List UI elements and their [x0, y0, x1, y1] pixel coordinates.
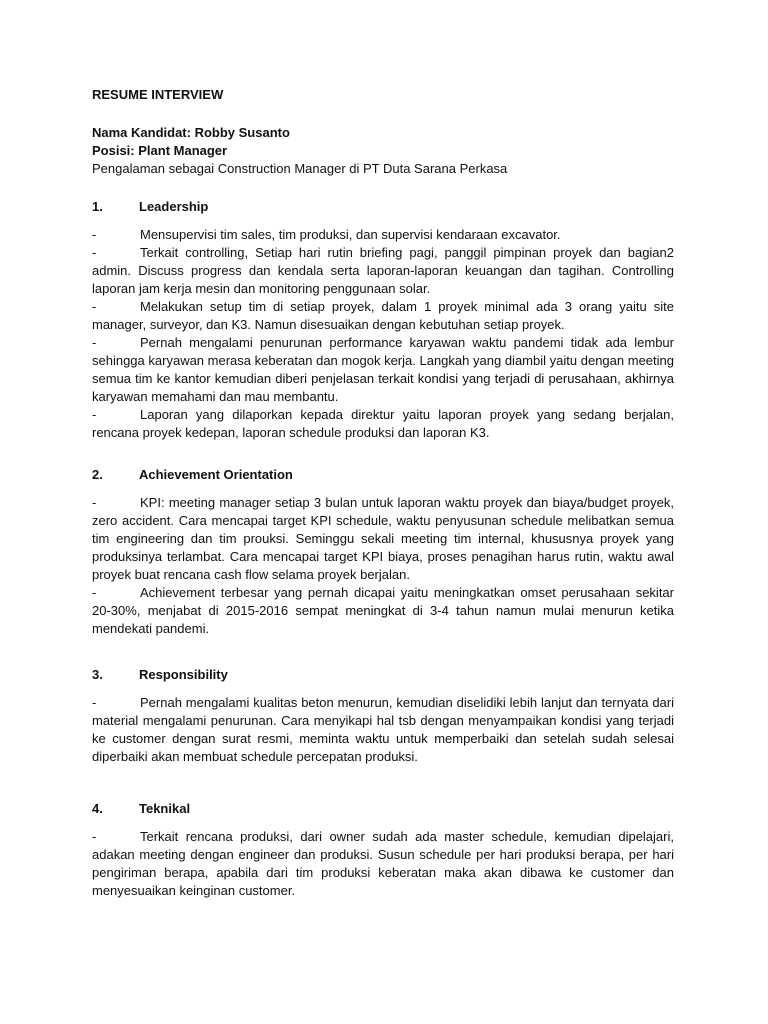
item-text: Pernah mengalami penurunan performance karyawan waktu pandemi tidak ada lembur sehingga karyawan merasa keberatan dan mogok kerja. Langkah yang diambil yaitu dengan meeting semua tim ke kantor kemudian diberi penjelasan terkait kondisi yang terjadi di perusahaan, akhirnya karyawan memahami dan mau membantu. — [92, 335, 674, 404]
bullet-dash: - — [92, 245, 97, 260]
section-items — [92, 694, 674, 766]
section-title: Leadership — [139, 199, 209, 214]
candidate-experience: Pengalaman sebagai Construction Manager di PT Duta Sarana Perkasa — [92, 161, 508, 176]
section-items — [92, 226, 674, 442]
list-item — [92, 226, 674, 244]
list-item — [92, 584, 674, 638]
bullet-dash: - — [92, 407, 97, 422]
section-items — [92, 828, 674, 900]
section-number: 2. — [92, 467, 103, 482]
bullet-dash: - — [92, 495, 97, 510]
document-content — [92, 86, 674, 900]
candidate-name: Nama Kandidat: Robby Susanto — [92, 125, 290, 140]
item-text: Pernah mengalami kualitas beton menurun, kemudian diselidiki lebih lanjut dan ternyata dari material mengalami penurunan. Cara menyikapi hal tsb dengan menyampaikan kondisi yang terjadi ke customer dengan surat resmi, meminta waktu untuk memperbaiki dan setelah sudah selesai diperbaiki akan membuat schedule percepatan produksi. — [92, 695, 674, 764]
section-number: 4. — [92, 801, 103, 816]
section-heading — [92, 198, 674, 216]
list-item — [92, 494, 674, 584]
item-text: Mensupervisi tim sales, tim produksi, dan supervisi kendaraan excavator. — [140, 227, 561, 242]
candidate-position: Posisi: Plant Manager — [92, 143, 228, 158]
bullet-dash: - — [92, 829, 97, 844]
item-text: Terkait rencana produksi, dari owner sudah ada master schedule, kemudian dipelajari, adakan meeting dengan engineer dan produksi. Susun schedule per hari produksi berapa, per hari pengiriman berapa, apabila dari tim produksi keberatan maka akan dibawa ke customer dan menyesuaikan keinginan customer. — [92, 829, 674, 898]
section-leadership — [92, 198, 674, 442]
bullet-dash: - — [92, 695, 97, 710]
item-text: Melakukan setup tim di setiap proyek, dalam 1 proyek minimal ada 3 orang yaitu site manager, surveyor, dan K3. Namun disesuaikan dengan kebutuhan setiap proyek. — [92, 299, 674, 332]
section-achievement-orientation — [92, 466, 674, 638]
section-title: Responsibility — [139, 667, 228, 682]
bullet-dash: - — [92, 585, 97, 600]
section-heading — [92, 466, 674, 484]
item-text: Terkait controlling, Setiap hari rutin briefing pagi, panggil pimpinan proyek dan bagian2 admin. Discuss progress dan kendala serta laporan-laporan keuangan dan tagihan. Controlling laporan jam kerja mesin dan monitoring penggunaan solar. — [92, 245, 674, 296]
list-item — [92, 694, 674, 766]
list-item — [92, 334, 674, 406]
section-title: Achievement Orientation — [139, 467, 293, 482]
list-item — [92, 244, 674, 298]
bullet-dash: - — [92, 335, 97, 350]
document-title: RESUME INTERVIEW — [92, 87, 224, 102]
section-heading — [92, 800, 674, 818]
section-responsibility — [92, 666, 674, 766]
bullet-dash: - — [92, 299, 97, 314]
section-number: 3. — [92, 667, 103, 682]
section-teknikal — [92, 800, 674, 900]
list-item — [92, 298, 674, 334]
section-items — [92, 494, 674, 638]
section-heading — [92, 666, 674, 684]
item-text: KPI: meeting manager setiap 3 bulan untuk laporan waktu proyek dan biaya/budget proyek, zero accident. Cara mencapai target KPI schedule, waktu penyusunan schedule melibatkan semua tim engineering dan tim prouksi. Seminggu sekali meeting tim internal, khususnya proyek yang produksinya terlambat. Cara mencapai target KPI biaya, proses penagihan harus rutin, waktu awal proyek buat rencana cash flow selama proyek berjalan. — [92, 495, 674, 582]
section-title: Teknikal — [139, 801, 191, 816]
list-item — [92, 828, 674, 900]
section-number: 1. — [92, 199, 103, 214]
list-item — [92, 406, 674, 442]
bullet-dash: - — [92, 227, 97, 242]
item-text: Laporan yang dilaporkan kepada direktur yaitu laporan proyek yang sedang berjalan, rencana proyek kedepan, laporan schedule produksi dan laporan K3. — [92, 407, 674, 440]
item-text: Achievement terbesar yang pernah dicapai yaitu meningkatkan omset perusahaan sekitar 20-30%, menjabat di 2015-2016 sempat meningkat di 3-4 tahun namun mulai menurun ketika mendekati pandemi. — [92, 585, 674, 636]
